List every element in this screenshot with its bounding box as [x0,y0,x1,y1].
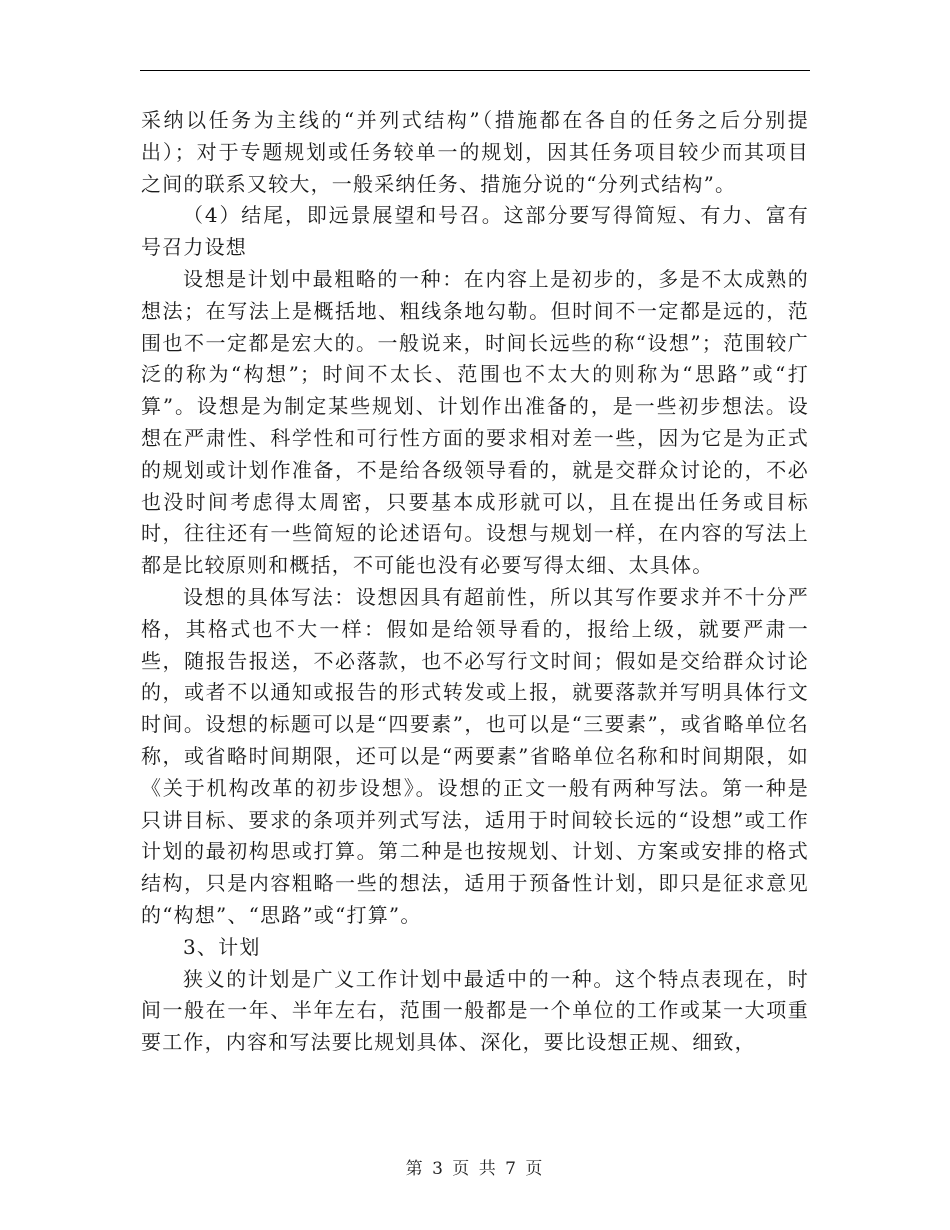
document-body [141,105,809,1059]
paragraph-idea-writing: 设想的具体写法：设想因具有超前性，所以其写作要求并不十分严格，其格式也不大一样：假如是给领导看的，报给上级，就要严肃一些，随报告报送，不必落款，也不必写行文时间；假如是交给群众讨论的，或者不以通知或报告的形式转发或上报，就要落款并写明具体行文时间。设想的标题可以是“四要素”，也可以是“三要素”，或省略单位名称，或省略时间期限，还可以是“两要素”省略单位名称和时间期限，如《关于机构改革的初步设想》。设想的正文一般有两种写法。第一种是只讲目标、要求的条项并列式写法，适用于时间较长远的“设想”或工作计划的最初构思或打算。第二种是也按规划、计划、方案或安排的格式结构，只是内容粗略一些的想法，适用于预备性计划，即只是征求意见的“构想”、“思路”或“打算”。 [141,584,809,927]
page-footer [0,1154,950,1179]
header-rule [140,70,810,71]
section-heading-plan: 3、计划 [183,934,261,959]
page-number-label: 第 3 页 共 7 页 [405,1159,545,1179]
paragraph-continuation: 采纳以任务为主线的“并列式结构”（措施都在各自的任务之后分别提出）；对于专题规划或任务较单一的规划，因其任务项目较少而其项目之间的联系又较大，一般采纳任务、措施分说的“分列式结构”。 [141,108,809,196]
paragraph-plan-definition: 狭义的计划是广义工作计划中最适中的一种。这个特点表现在，时间一般在一年、半年左右，范围一般都是一个单位的工作或某一大项重要工作，内容和写法要比规划具体、深化，要比设想正规、细致， [141,966,809,1055]
paragraph-idea-definition: 设想是计划中最粗略的一种：在内容上是初步的，多是不太成熟的想法；在写法上是概括地、粗线条地勾勒。但时间不一定都是远的，范围也不一定都是宏大的。一般说来，时间长远些的称“设想”；范围较广泛的称为“构想”；时间不太长、范围也不太大的则称为“思路”或“打算”。设想是为制定某些规划、计划作出准备的，是一些初步想法。设想在严肃性、科学性和可行性方面的要求相对差一些，因为它是为正式的规划或计划作准备，不是给各级领导看的，就是交群众讨论的，不必也没时间考虑得太周密，只要基本成形就可以，且在提出任务或目标时，往往还有一些简短的论述语句。设想与规划一样，在内容的写法上都是比较原则和概括，不可能也没有必要写得太细、太具体。 [141,266,809,578]
paragraph-conclusion: （4）结尾，即远景展望和号召。这部分要写得简短、有力、富有号召力设想 [141,203,809,260]
